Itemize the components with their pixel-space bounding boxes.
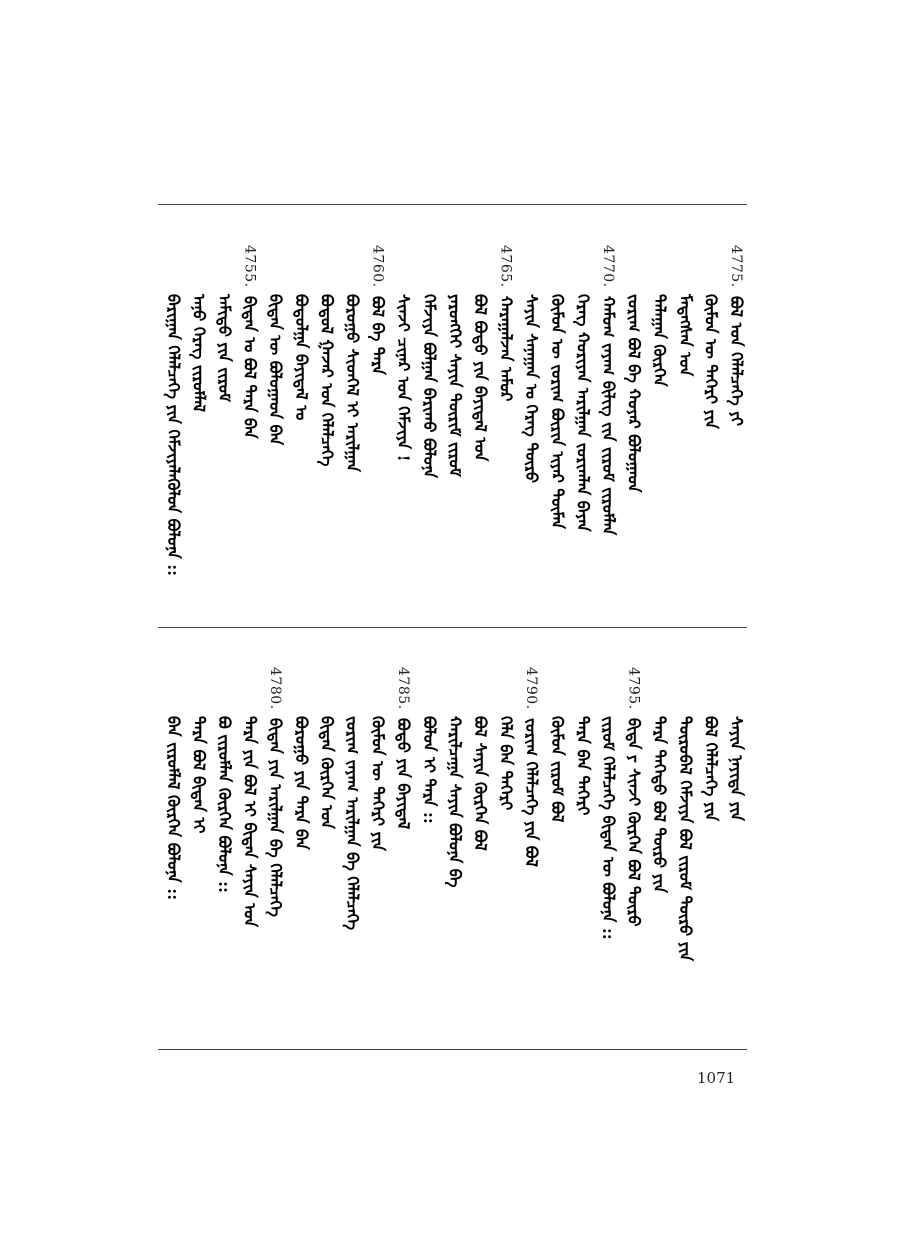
line-number: 4755.	[241, 245, 258, 288]
verse-line	[650, 667, 670, 893]
verse-line	[317, 667, 337, 830]
line-number: 4765.	[497, 245, 514, 288]
page-number: 1071	[697, 1069, 736, 1087]
verse-line	[573, 245, 593, 532]
verse-line	[394, 245, 414, 462]
verse-text: ᠬᠦᠮᠦᠨ ᠦ ᠵᠣᠷᠢᠭ ᠪᠦᠷᠢᠨ ᠢᠶᠡᠷ ᠲᠦᠮᠡᠨ	[547, 294, 567, 529]
verse-line	[472, 245, 488, 461]
verse-text: ᠪᠣᠯ ᠪᠣᠳᠣ ᠶᠢᠨ ᠪᠠᠶᠢᠳᠠᠯ ᠤᠨ	[471, 294, 490, 462]
line-number: 4790.	[523, 667, 540, 710]
verse-text: ᠲᠡᠷᠡ ᠪᠠᠨ ᠲᠡᠭᠡᠷᠢ	[573, 716, 593, 816]
verse-text: ᠰᠢᠨᠵᠢ ᠴᠢᠨᠠᠷ ᠤᠨ ᠬᠡᠮᠵᠢᠶᠡ !	[394, 294, 414, 462]
verse-line	[522, 667, 542, 867]
verse-line	[677, 667, 693, 961]
verse-text: ᠲᠦᠷᠦᠪᠡᠯ ᠬᠡᠮᠵᠢᠶᠡ ᠪᠣᠯ ᠵᠢᠷᠤᠮ ᠲᠦᠷᠦ ᠶᠢᠨ	[675, 716, 695, 962]
verse-text: ᠲᠡᠷᠡ ᠪᠣᠯ ᠪᠢᠳᠡᠨ ᠢ	[189, 716, 209, 834]
verse-text: ᠪᠢᠳᠡᠨ ᠦ ᠪᠣᠯᠤᠭᠠᠳ ᠪᠠᠨ	[266, 294, 286, 446]
verse-text: ᠪᠣᠯ ᠰᠠᠶᠢᠨ ᠬᠦᠷᠭᠡᠨ ᠪᠣᠯ	[471, 716, 490, 851]
verse-line	[293, 667, 309, 850]
lower-verse-block	[150, 667, 750, 1037]
verse-line	[573, 667, 593, 816]
verse-text: ᠬᠦᠮᠦᠨ ᠦ ᠲᠡᠭᠡᠷᠢ ᠶᠢᠨ	[701, 294, 721, 429]
verse-line	[189, 245, 209, 413]
verse-line	[677, 245, 693, 376]
verse-line	[522, 245, 542, 483]
verse-line	[344, 245, 360, 472]
verse-text: ᠪᠠᠨ ᠵᠢᠷᠤᠮᠯᠠᠯ ᠬᠦᠷᠭᠡᠨ ᠪᠣᠯᠤᠨᠠ ::	[163, 716, 183, 901]
verse-line	[549, 245, 565, 529]
verse-text: ᠪᠠᠷᠢᠭᠠᠨ ᠬᠡᠯᠡᠯᠴᠡᠭᠡ ᠶᠢᠨ ᠬᠡᠮᠵᠢᠶᠡᠯᠡᠭᠦᠯᠦᠨ ᠪᠣᠯᠤᠨᠠ ::	[163, 294, 183, 577]
verse-text: ᠬᠡᠷᠡᠭ ᠬᠤᠷᠢᠶᠠᠨ ᠠᠷᠢᠯᠭᠠᠨ ᠵᠣᠷᠢᠭᠯᠠᠨ ᠪᠠᠶᠠᠨ	[573, 294, 593, 532]
line-number: 4785.	[395, 667, 412, 710]
verse-text: ᠵᠣᠷᠢᠭ ᠵᠠᠶᠠᠭ ᠠᠷᠢᠯᠭᠠᠨ ᠪᠠ ᠬᠡᠯᠡᠯᠴᠡᠭᠡ	[343, 716, 362, 931]
verse-line	[293, 245, 309, 420]
verse-line	[317, 245, 337, 467]
verse-line	[242, 667, 258, 927]
verse-line	[189, 667, 209, 834]
verse-line	[216, 245, 232, 402]
verse-line	[701, 245, 721, 429]
verse-line	[165, 245, 181, 576]
verse-text: ᠰᠠᠶᠢᠨ ᠨᠡᠶᠢᠲᠡ ᠶᠢᠨ	[727, 716, 746, 821]
verse-text: ᠪᠢᠳᠡᠨ ᠣ ᠪᠣᠯ ᠲᠡᠷᠡ ᠪᠠᠨ	[240, 295, 260, 439]
verse-text: ᠬᠡᠮᠵᠢᠶᠡ ᠪᠣᠯᠭᠠᠨ ᠪᠠᠷᠢᠬᠤ ᠪᠣᠯᠤᠨᠠ	[419, 294, 439, 479]
verse-text: ᠪᠣᠯ ᠤᠨ ᠬᠡᠯᠡᠯᠴᠡᠭᠡ ᠶᠢ	[727, 295, 746, 426]
verse-line	[266, 245, 286, 446]
top-rule	[158, 204, 747, 205]
verse-text: ᠬᠦᠮᠦᠨ ᠦ ᠲᠡᠭᠡᠷᠢ ᠶᠢᠨ	[368, 716, 388, 851]
verse-text: ᠬᠦᠮᠦᠨ ᠵᠢᠷᠤᠮ ᠪᠣᠯ	[547, 716, 567, 823]
verse-text: ᠮᠡᠳᠡᠭᠰᠡᠨ ᠤᠨ	[675, 294, 695, 377]
verse-line	[394, 667, 414, 829]
verse-line	[498, 667, 514, 810]
verse-text: ᠪᠢᠳᠡᠨ ᠶᠢᠨ ᠠᠷᠢᠯᠭᠠᠨ ᠪᠠ ᠬᠡᠯᠡᠯᠴᠡᠭᠡ	[266, 717, 286, 917]
verse-text: ᠬᠠᠮᠤᠭ ᠵᠠᠶᠠᠭ ᠪᠢᠯᠢᠭ ᠵᠢᠨ ᠵᠢᠷᠤᠮ ᠵᠢᠷᠤᠮᠯᠠᠨ	[599, 295, 618, 535]
line-number: 4780.	[267, 667, 284, 710]
verse-line	[728, 245, 744, 426]
verse-line	[549, 667, 565, 822]
verse-line	[370, 667, 386, 851]
verse-line	[344, 667, 360, 930]
verse-line	[600, 245, 616, 535]
verse-line	[728, 667, 744, 821]
verse-line	[626, 245, 642, 493]
bottom-rule	[158, 1049, 747, 1050]
verse-text: ᠬᠠᠷᠢᠯᠴᠠᠭᠠ ᠰᠠᠶᠢᠨ ᠪᠣᠯᠤᠨᠠ ᠪᠠ	[445, 716, 465, 888]
verse-line	[165, 667, 181, 900]
verse-line	[445, 245, 465, 477]
verse-text: ᠬᠠᠷᠠᠭᠠᠯᠵᠠᠨ ᠠᠮᠤᠷ	[496, 295, 516, 401]
verse-line	[626, 667, 642, 926]
verse-text: ᠪᠣ ᠵᠢᠷᠤᠮᠯᠠᠨ ᠬᠦᠷᠭᠡᠨ ᠪᠣᠯᠤᠨᠠ ::	[215, 716, 234, 893]
verse-text: ᠲᠠᠯᠠᠭᠠᠨ ᠬᠦᠷᠭᠡᠨ	[650, 294, 670, 387]
line-number: 4770.	[600, 245, 616, 288]
verse-text: ᠵᠣᠷᠢᠭ ᠪᠣᠯ ᠪᠠ ᠬᠣᠶᠠᠷ ᠪᠣᠯᠤᠭᠠᠳ	[624, 294, 644, 493]
verse-text: ᠪᠢᠳᠡ ᠶ ᠰᠢᠨᠵᠢ ᠬᠦᠷᠭᠡᠨ ᠪᠣᠯ ᠲᠦᠷᠦ	[624, 717, 644, 927]
verse-text: ᠪᠣᠯ ᠪᠠ ᠲᠡᠷᠡ	[368, 295, 388, 375]
verse-line	[370, 245, 386, 374]
middle-rule	[158, 627, 747, 628]
verse-text: ᠪᠣᠳᠣ ᠶᠢᠨ ᠪᠠᠶᠢᠳᠠᠯ	[394, 717, 414, 829]
line-number: 4795.	[625, 667, 642, 710]
line-number: 4775.	[728, 245, 744, 288]
verse-line	[242, 245, 258, 438]
verse-text: ᠪᠣᠳᠣᠯ ᠭᠠᠵᠠᠷ ᠤᠨ ᠬᠡᠯᠡᠯᠴᠡᠭᠡ	[317, 294, 337, 467]
upper-verse-block	[150, 245, 750, 615]
verse-text: ᠬᠡᠯᠡ ᠪᠠᠨ ᠲᠡᠭᠡᠷᠢ	[496, 716, 516, 811]
verse-text: ᠵᠣᠷᠢᠭ ᠬᠡᠯᠡᠯᠴᠡᠭᠡ ᠶᠢᠨ ᠪᠣᠯ	[522, 717, 542, 867]
verse-line	[216, 667, 232, 893]
verse-text: ᠲᠡᠷᠡ ᠶᠢᠨ ᠪᠣᠯ ᠢ ᠪᠢᠳᠡᠨ ᠰᠠᠶᠢᠨ ᠤᠨ	[240, 716, 260, 928]
verse-text: ᠪᠣᠯ ᠬᠡᠯᠡᠯᠴᠡᠭᠡ ᠶᠢᠨ	[701, 716, 721, 822]
verse-text: ᠪᠣᠳᠣᠯᠭᠠ ᠪᠠᠶᠢᠳᠠᠯ ᠣ	[291, 294, 311, 421]
verse-line	[650, 245, 670, 387]
verse-line	[421, 667, 437, 824]
verse-text: ᠪᠣᠷᠤᠭᠤ ᠶᠢᠨ ᠲᠡᠷᠡ ᠪᠠᠨ	[291, 716, 311, 850]
verse-text: ᠰᠠᠶᠢᠨ ᠰᠠᠨᠠᠭᠠᠨ ᠤ ᠬᠡᠷᠡᠭ ᠲᠦᠷᠦ	[522, 294, 542, 483]
verse-line	[266, 667, 286, 917]
verse-text: ᠪᠢᠳᠡᠨ ᠬᠦᠷᠭᠡᠨ ᠤᠨ	[317, 716, 337, 830]
verse-text: ᠠᠮᠢᠳᠤ ᠶᠢᠨ ᠵᠢᠷᠤᠮ	[215, 294, 234, 403]
verse-line	[421, 245, 437, 478]
verse-line	[498, 245, 514, 401]
verse-text: ᠠᠨᠤ ᠬᠡᠷᠡᠭ ᠵᠢᠷᠤᠮᠯᠠᠯ	[189, 294, 209, 413]
verse-text: ᠪᠣᠷᠤᠭᠤ ᠰᠢᠳᠬᠡᠯ ᠢ ᠠᠷᠢᠯᠭᠠᠨ	[343, 294, 362, 473]
verse-line	[600, 667, 616, 940]
line-number: 4760.	[369, 245, 386, 288]
verse-text: ᠵᠢᠷᠤᠮ ᠬᠡᠯᠡᠯᠴᠡᠭᠡ ᠪᠢᠳᠡᠨ ᠦ ᠪᠣᠯᠤᠨᠠ ::	[599, 716, 618, 940]
verse-text: ᠲᠡᠷᠡ ᠳᠡᠭᠡᠳᠦ ᠪᠣᠯ ᠲᠦᠷᠦ ᠶᠢᠨ	[650, 716, 670, 893]
verse-text: ᠪᠣᠯᠤᠨ ᠢ ᠲᠡᠷᠡ ::	[419, 716, 439, 824]
verse-line	[701, 667, 721, 822]
verse-line	[472, 667, 488, 851]
verse-text: ᠶᠡᠷᠦᠩᠬᠡᠢ ᠰᠠᠶᠢᠨ ᠳᠦᠷᠢᠮ ᠵᠢᠷᠤᠮ	[445, 294, 465, 477]
verse-line	[445, 667, 465, 888]
